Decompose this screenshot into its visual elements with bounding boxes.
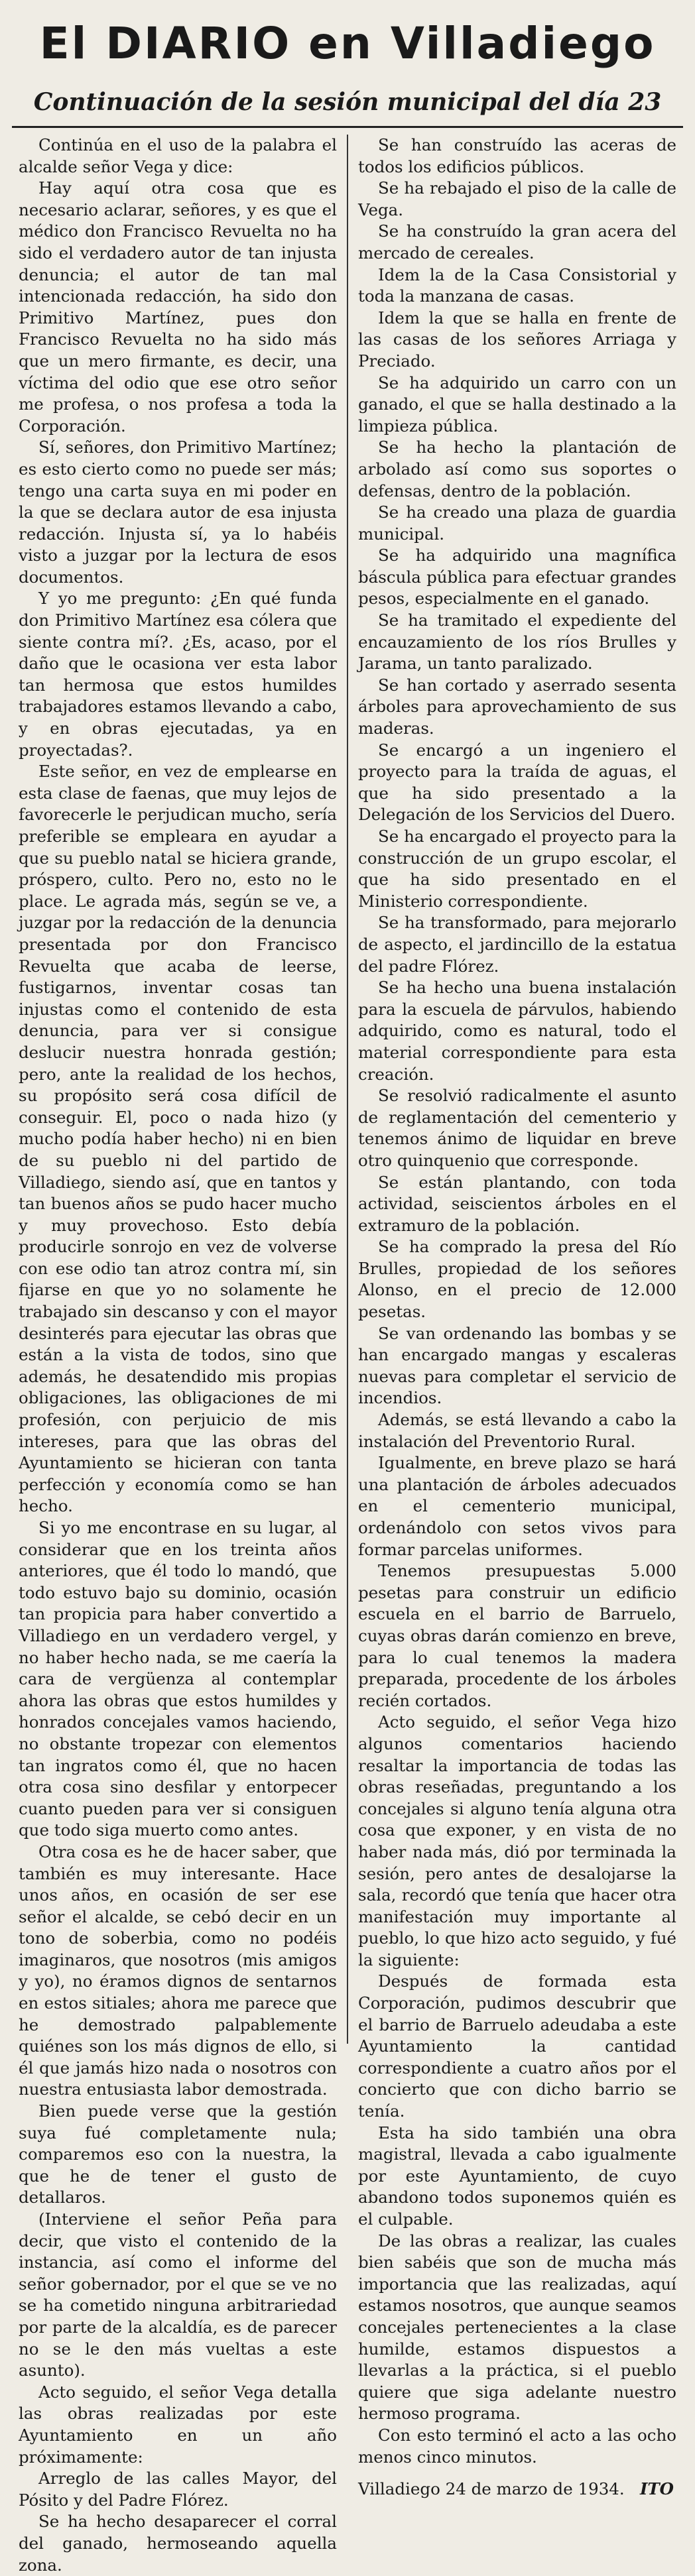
masthead: El DIARIO en Villadiego (39, 18, 656, 69)
paragraph: Se ha construído la gran acera del mercado de cereales. (358, 221, 676, 263)
paragraph: Se van ordenando las bombas y se han encargado mangas y escaleras nuevas para completar el servicio de incendios. (358, 1323, 676, 1408)
paragraph: Se ha tramitado el expediente del encauzamiento de los ríos Brulles y Jarama, un tanto paralizado. (358, 611, 676, 673)
signoff (358, 2479, 676, 2500)
paragraph: Se resolvió radicalmente el asunto de reglamentación del cementerio y tenemos ánimo de liquidar en breve otro quinquenio que corresponde. (358, 1086, 676, 1170)
paragraph: Se ha creado una plaza de guardia municipal. (358, 502, 676, 544)
paragraph: Se ha transformado, para mejorarlo de aspecto, el jardincillo de la estatua del padre Flórez. (358, 913, 676, 976)
paragraph: Se ha hecho una buena instalación para la escuela de párvulos, habiendo adquirido, como es natural, todo el material correspondiente para esta creación. (358, 978, 676, 1084)
paragraph: Se encargó a un ingeniero el proyecto para la traída de aguas, el que ha sido presentado a la Delegación de los Servicios del Duero. (358, 740, 676, 825)
paragraph: Otra cosa es he de hacer saber, que también es muy interesante. Hace unos años, en ocasión de ser ese señor el alcalde, se cebó decir en un tono de soberbia, como no podéis imaginaros, que nosotros (mis amigos y yo), no éramos dignos de sentarnos en estos sitiales; ahora me parece que he demostrado palpablemente quiénes son los más dignos de ello, si él que jamás hizo nada o nosotros con nuestra entusiasta labor demostrada. (19, 1842, 337, 2099)
paragraph: Se han construído las aceras de todos los edificios públicos. (358, 135, 676, 176)
paragraph: Y yo me pregunto: ¿En qué funda don Primitivo Martínez esa cólera que siente contra mí?. ¿Es, acaso, por el daño que le ocasiona ver esta labor tan hermosa que estos humildes trabajadores estamos llevando a cabo, y en obras ejecutadas, ya en proyectadas?. (19, 589, 337, 760)
paragraph: Bien puede verse que la gestión suya fué completamente nula; comparemos eso con la nuestra, la que he de tener el gusto de detallaros. (19, 2101, 337, 2207)
paragraph: Se ha rebajado el piso de la calle de Vega. (358, 178, 676, 219)
paragraph: Esta ha sido también una obra magistral, llevada a cabo igualmente por este Ayuntamiento, de cuyo abandono todos suponemos quién es el culpable. (358, 2123, 676, 2229)
paragraph: Tenemos presupuestas 5.000 pesetas para construir un edificio escuela en el barrio de Barruelo, cuyas obras darán comienzo en breve, para lo cual tenemos la madera preparada, procedente de los árboles recién cortados. (358, 1561, 676, 1710)
column-divider (347, 135, 348, 2044)
paragraph: Se ha encargado el proyecto para la construcción de un grupo escolar, el que ha sido presentado en el Ministerio correspondiente. (358, 827, 676, 911)
paragraph: Después de formada esta Corporación, pudimos descubrir que el barrio de Barruelo adeudaba a este Ayuntamiento la cantidad correspondiente a cuatro años por el concierto que con dicho barrio se tenía. (358, 1971, 676, 2121)
header-rule (12, 126, 683, 128)
paragraph: Se ha comprado la presa del Río Brulles, propiedad de los señores Alonso, en el precio de 12.000 pesetas. (358, 1237, 676, 1322)
paragraph: Se ha adquirido una magnífica báscula pública para efectuar grandes pesos, especialmente en el ganado. (358, 546, 676, 609)
paragraph: Además, se está llevando a cabo la instalación del Preventorio Rural. (358, 1410, 676, 1451)
paragraph: Igualmente, en breve plazo se hará una plantación de árboles adecuados en el cementerio municipal, ordenándolo con setos vivos para formar parcelas uniformes. (358, 1453, 676, 1559)
paragraph: Hay aquí otra cosa que es necesario aclarar, señores, y es que el médico don Francisco Revuelta no ha sido el verdadero autor de tan injusta denuncia; el autor de tan mal intencionada redacción, ha sido don Primitivo Martínez, pues don Francisco Revuelta no ha sido más que un mero firmante, es decir, una víctima del odio que ese otro señor me profesa, o nos profesa a toda la Corporación. (19, 178, 337, 436)
paragraph: (Interviene el señor Peña para decir, que visto el contenido de la instancia, así como el informe del señor gobernador, por el que se ve no se ha cometido ninguna arbitrariedad por parte de la alcaldía, es de parecer no se le den más vueltas a este asunto). (19, 2209, 337, 2380)
paragraph: Este señor, en vez de emplearse en esta clase de faenas, que muy lejos de favorecerle le perjudican mucho, sería preferible se empleara en ayudar a que su pueblo natal se hiciera grande, próspero, culto. Pero no, esto no le place. Le agrada más, según se ve, a juzgar por la redacción de la denuncia presentada por don Francisco Revuelta que acaba de leerse, fustigarnos, inventar cosas tan injustas como el contenido de esta denuncia, para ver si consigue deslucir nuestra honrada gestión; pero, ante la realidad de los hechos, su propósito será cosa difícil de conseguir. El, poco o nada hizo (y mucho podía haber hecho) ni en bien de su pueblo ni del partido de Villadiego, siendo así, que en tantos y tan buenos años se pudo hacer mucho y muy provechoso. Esto debía producirle sonrojo en vez de volverse con ese odio tan atroz contra mí, sin fijarse en que yo no solamente he trabajado sin descanso y con el mayor desinterés para ejecutar las obras que están a la vista de todos, sino que además, he desatendido mis propias obligaciones, las obligaciones de mi profesión, con perjuicio de mis intereses, para que las obras del Ayuntamiento se hicieran con tanta perfección y economía como se han hecho. (19, 762, 337, 1516)
signature: ITO (639, 2479, 674, 2499)
paragraph: Arreglo de las calles Mayor, del Pósito y del Padre Flórez. (19, 2469, 337, 2510)
article-body (12, 135, 683, 2575)
paragraph: Se están plantando, con toda actividad, seiscientos árboles en el extramuro de la población. (358, 1172, 676, 1235)
paragraph: Se ha adquirido un carro con un ganado, el que se halla destinado a la limpieza pública. (358, 373, 676, 436)
paragraph: Si yo me encontrase en su lugar, al considerar que en los treinta años anteriores, que él todo lo mandó, que todo estuvo bajo su dominio, ocasión tan propicia para haber convertido a Villadiego en un verdadero vergel, y no haber hecho nada, se me caería la cara de vergüenza al contemplar ahora las obras que estos humildes y honrados concejales vamos haciendo, no obstante tropezar con elementos tan ingratos como él, que no hacen otra cosa sino desfilar y entorpecer cuanto pueden para ver si consiguen que todo siga muerto como antes. (19, 1518, 337, 1840)
paragraph: Se ha hecho la plantación de arbolado así como sus soportes o defensas, dentro de la población. (358, 438, 676, 500)
paragraph: Idem la de la Casa Consistorial y toda la manzana de casas. (358, 264, 676, 306)
paragraph: Con esto terminó el acto a las ocho menos cinco minutos. (358, 2425, 676, 2467)
left-column (12, 135, 344, 2575)
paragraph: Acto seguido, el señor Vega detalla las obras realizadas por este Ayuntamiento en un año próximamente: (19, 2382, 337, 2467)
paragraph: Acto seguido, el señor Vega hizo algunos comentarios haciendo resaltar la importancia de todas las obras reseñadas, preguntando a los concejales si alguno tenía alguna otra cosa que exponer, y en vista de no haber nada más, dió por terminada la sesión, pero antes de desalojarse la sala, recordó que tenía que hacer otra manifestación muy importante al pueblo, lo que hizo acto seguido, y fué la siguiente: (358, 1712, 676, 1969)
paragraph: Continúa en el uso de la palabra el alcalde señor Vega y dice: (19, 135, 337, 176)
paragraph: Se ha hecho desaparecer el corral del ganado, hermoseando aquella zona. (19, 2512, 337, 2575)
right-column (351, 135, 683, 2499)
paragraph: De las obras a realizar, las cuales bien sabéis que son de mucha más importancia que las realizadas, aquí estamos nosotros, que aunque seamos concejales pertenecientes a la clase humilde, estamos dispuestos a llevarlas a la práctica, si el pueblo quiere que siga adelante nuestro hermoso programa. (358, 2231, 676, 2424)
paragraph: Idem la que se halla en frente de las casas de los señores Arriaga y Preciado. (358, 308, 676, 371)
paragraph: Se han cortado y aserrado sesenta árboles para aprovechamiento de sus maderas. (358, 675, 676, 738)
article-subtitle: Continuación de la sesión municipal del día 23 (33, 88, 662, 116)
place-date: Villadiego 24 de marzo de 1934. (358, 2479, 625, 2499)
paragraph: Sí, señores, don Primitivo Martínez; es esto cierto como no puede ser más; tengo una carta suya en mi poder en la que se declara autor de esa injusta redacción. Injusta sí, ya lo habéis visto a juzgar por la lectura de esos documentos. (19, 438, 337, 587)
